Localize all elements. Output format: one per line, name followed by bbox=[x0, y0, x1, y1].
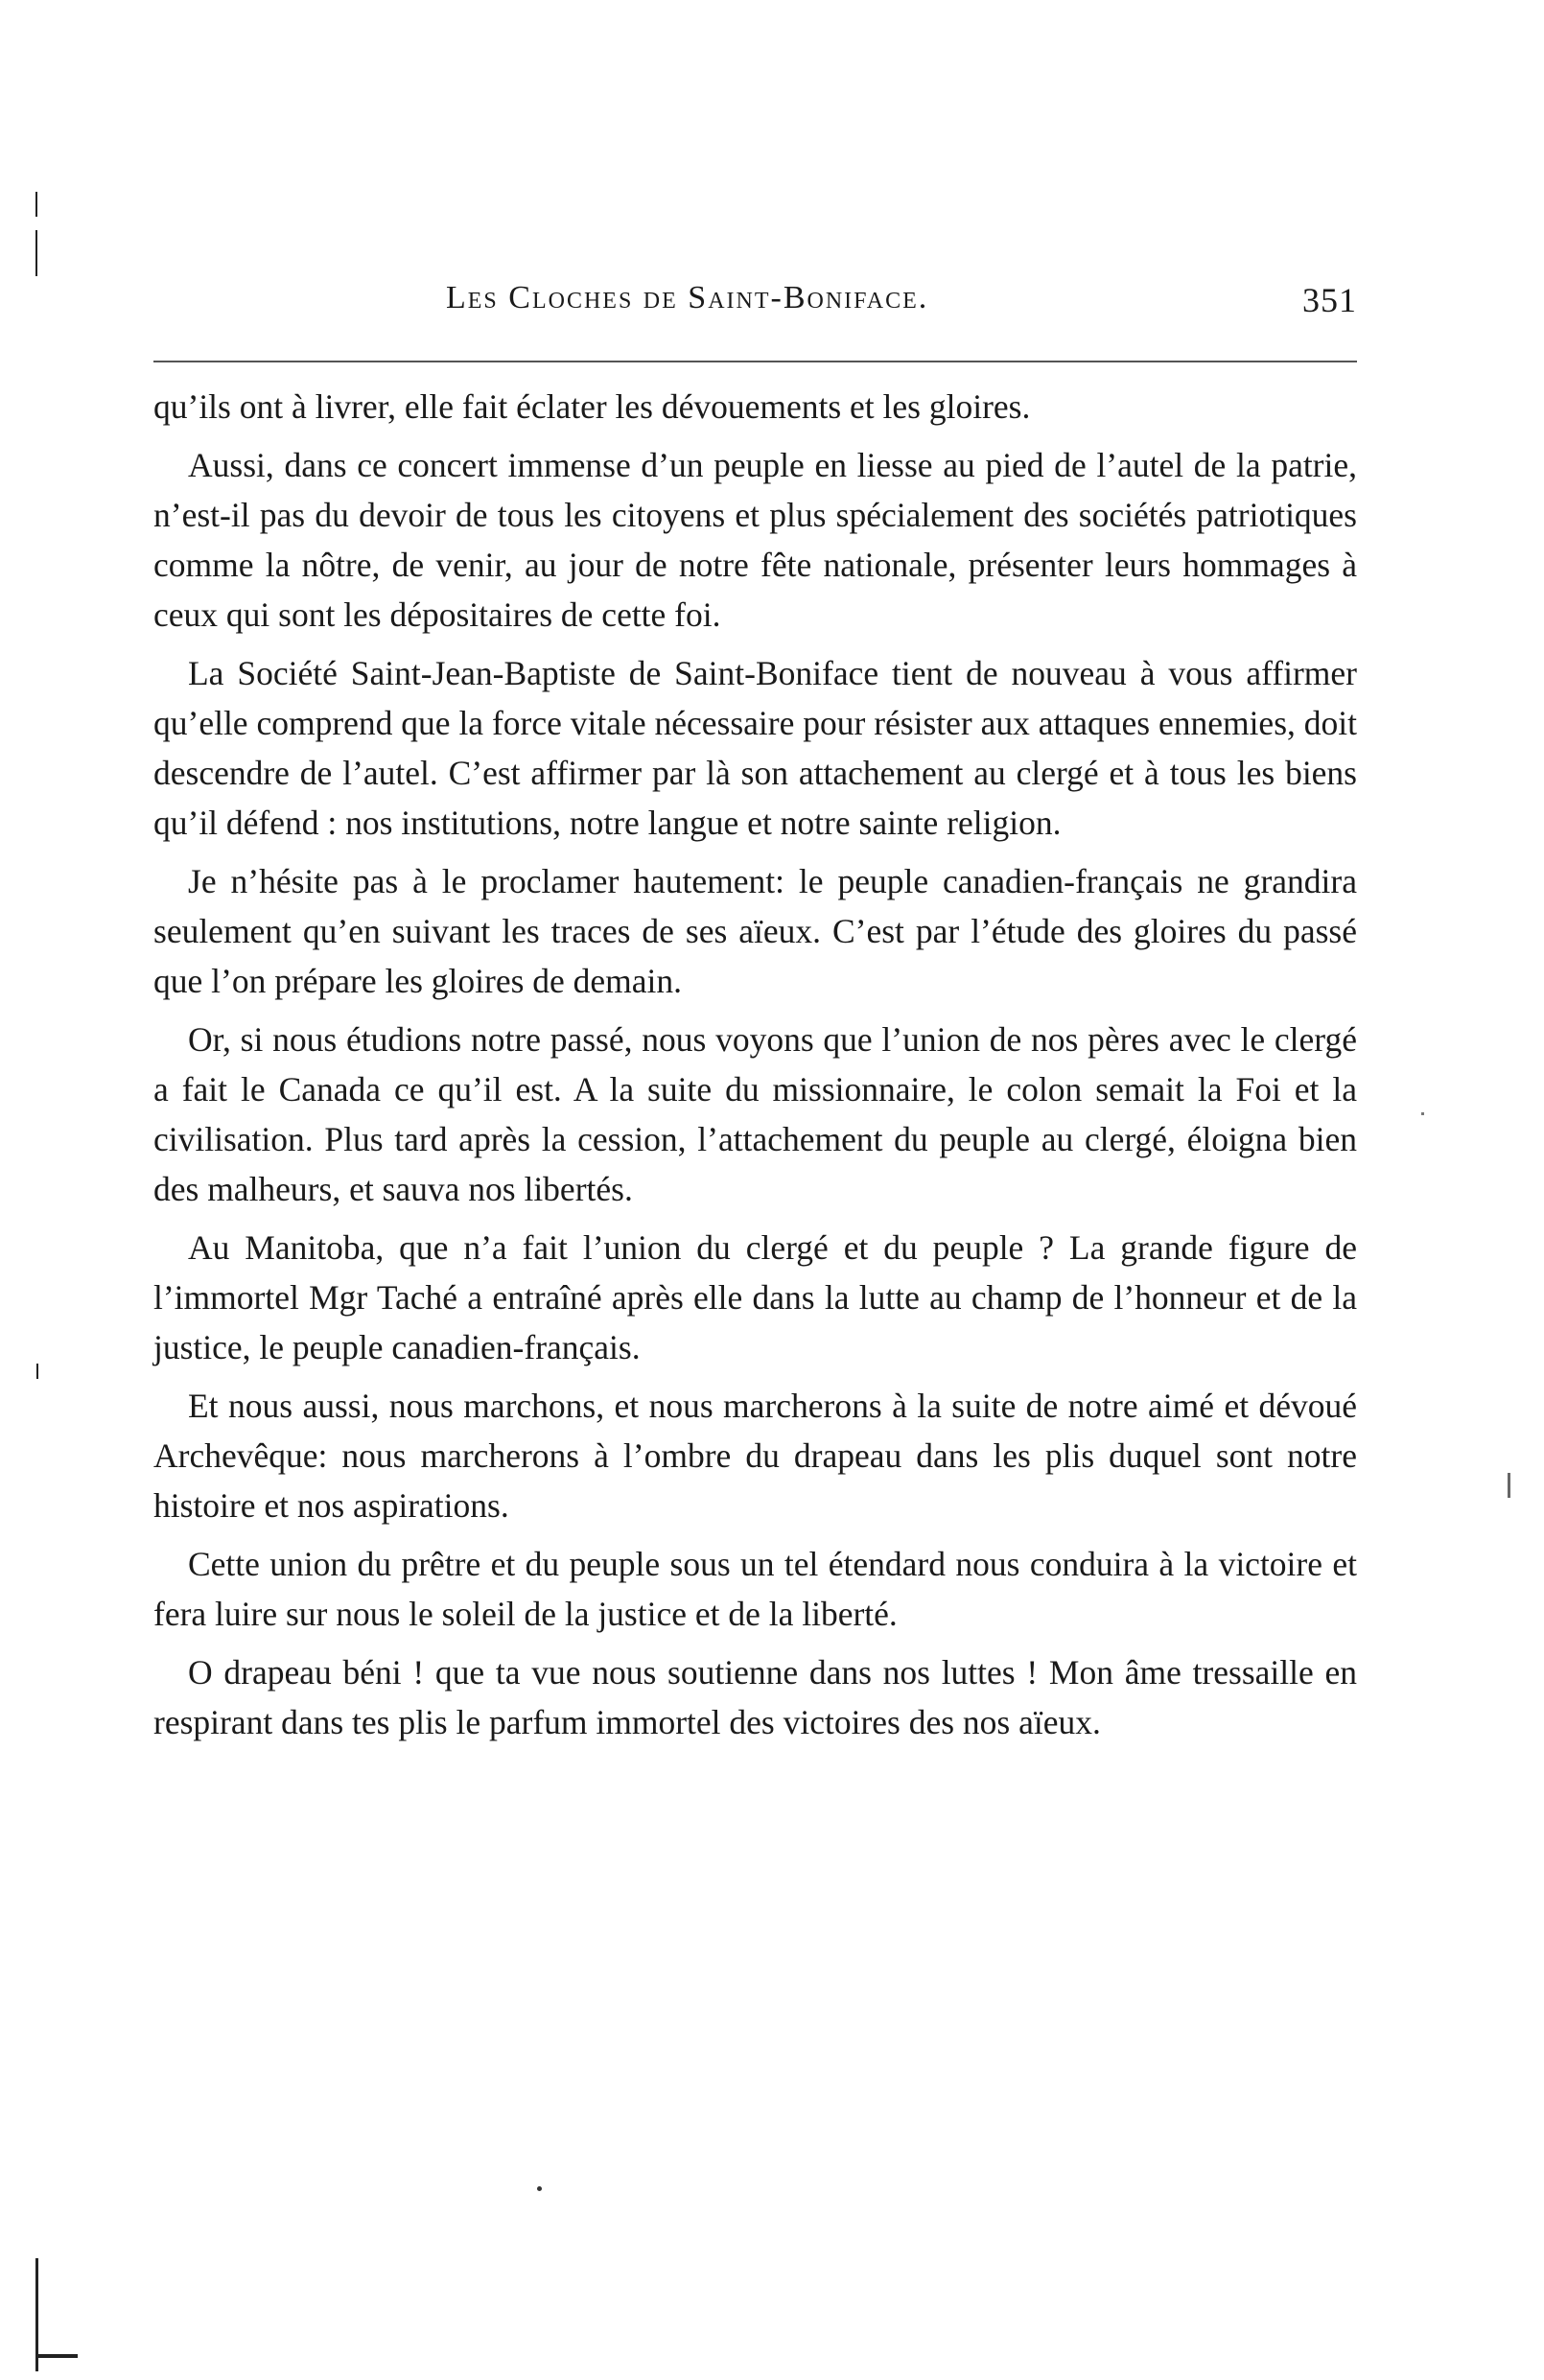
paragraph: Et nous aussi, nous marchons, et nous marcherons à la suite de notre aimé et dévoué Archevêque: nous marcherons à l’ombre du drapeau dans les plis duquel sont notre histoire et nos aspirations. bbox=[153, 1387, 1357, 1525]
paragraph: La Société Saint-Jean-Baptiste de Saint-Boniface tient de nouveau à vous affirmer qu’elle comprend que la force vitale nécessaire pour résister aux attaques ennemies, doit descendre de l’autel. C’est affirmer par là son attachement au clergé et à tous les biens qu’il défend : nos institutions, notre langue et notre sainte religion. bbox=[153, 654, 1357, 842]
scan-mark-middle bbox=[36, 1364, 38, 1379]
scan-mark-upper bbox=[35, 230, 37, 276]
scan-mark-corner bbox=[35, 2354, 78, 2358]
scan-mark-right-small bbox=[1421, 1112, 1424, 1115]
paragraph: Je n’hésite pas à le proclamer hautement: le peuple canadien-français ne grandira seulement qu’en suivant les traces de ses aïeux. C’est par l’étude des gloires du passé que l’on prépare les gloires de demain. bbox=[153, 862, 1357, 1000]
paragraph: Au Manitoba, que n’a fait l’union du clergé et du peuple ? La grande figure de l’immortel Mgr Taché a entraîné après elle dans la lutte au champ de l’honneur et de la justice, le peuple canadien-français. bbox=[153, 1228, 1357, 1366]
header-rule bbox=[153, 361, 1357, 362]
paragraph-continuation: qu’ils ont à livrer, elle fait éclater les dévouements et les gloires. bbox=[153, 387, 1031, 426]
paragraph: Or, si nous étudions notre passé, nous voyons que l’union de nos pères avec le clergé a fait le Canada ce qu’il est. A la suite du missionnaire, le colon semait la Foi et la civilisation. Plus tard après la cession, l’attachement du peuple au clergé, éloigna bien des malheurs, et sauva nos libertés. bbox=[153, 1020, 1357, 1208]
paragraph: O drapeau béni ! que ta vue nous soutienne dans nos luttes ! Mon âme tressaille en respirant dans tes plis le parfum immortel des victoires des nos aïeux. bbox=[153, 1653, 1357, 1741]
scan-mark-top bbox=[35, 192, 37, 217]
paragraph: Cette union du prêtre et du peuple sous un tel étendard nous conduira à la victoire et fera luire sur nous le soleil de la justice et de la liberté. bbox=[153, 1545, 1357, 1633]
scan-mark-right bbox=[1508, 1473, 1510, 1498]
paragraph: Aussi, dans ce concert immense d’un peuple en liesse au pied de l’autel de la patrie, n’est-il pas du devoir de tous les citoyens et plus spécialement des sociétés patriotiques comme la nôtre, de venir, au jour de notre fête nationale, présenter leurs hommages à ceux qui sont les dépositaires de cette foi. bbox=[153, 446, 1357, 634]
page-number: 351 bbox=[1302, 281, 1357, 319]
body-text bbox=[153, 382, 1357, 1756]
running-title: Les Cloches de Saint-Boniface. bbox=[446, 280, 929, 315]
print-dot bbox=[537, 2186, 542, 2191]
running-head bbox=[153, 280, 1357, 328]
